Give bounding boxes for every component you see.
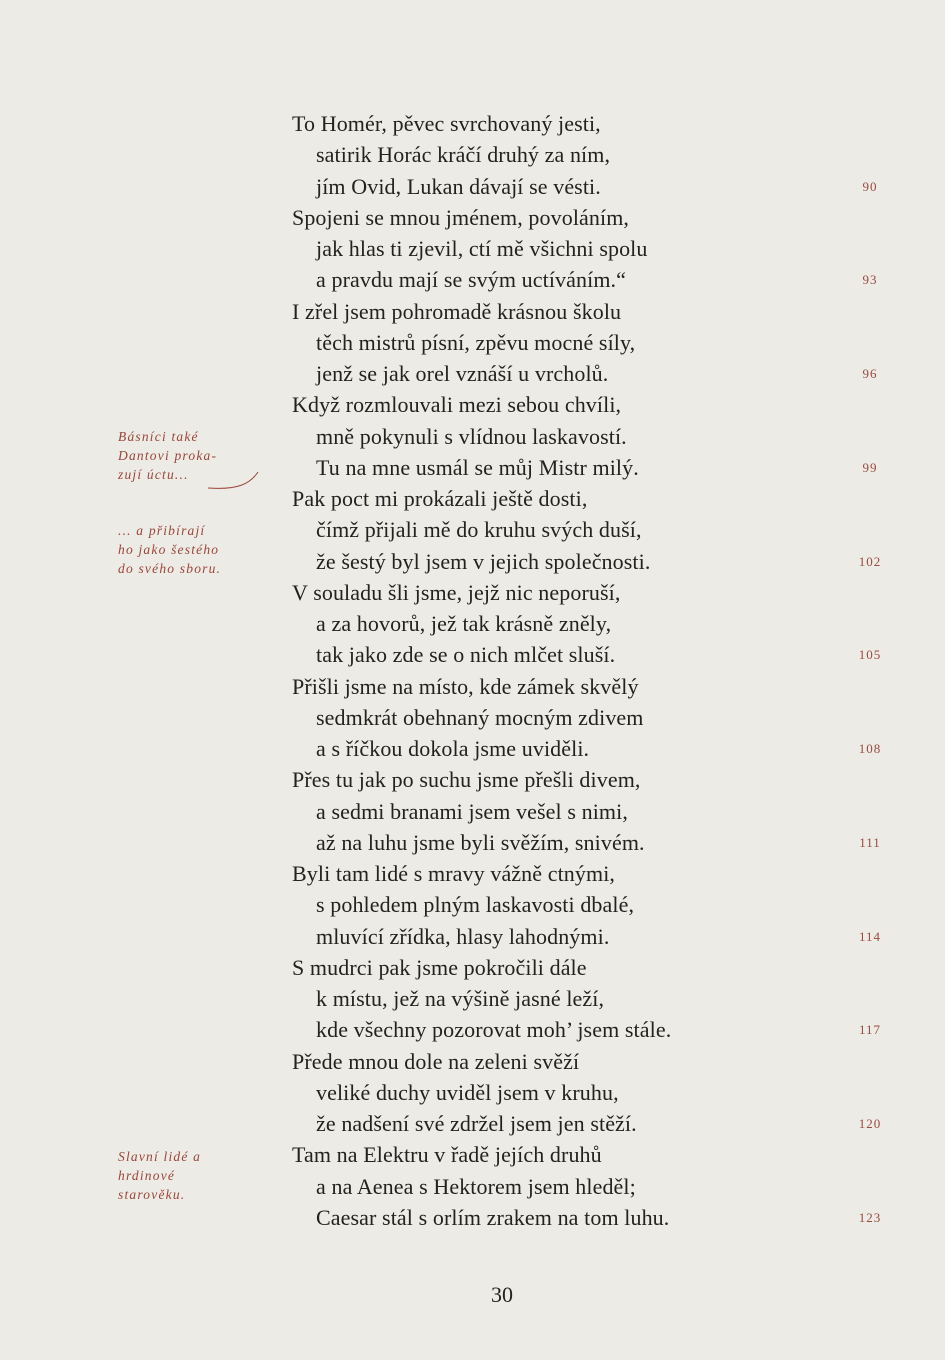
verse-line: I zřel jsem pohromadě krásnou školu [292,298,622,324]
verse-line: Pak poct mi prokázali ještě dosti, [292,486,588,511]
verse-line: a s říčkou dokola jsme uviděli. [316,736,590,761]
verse-line: Přede mnou dole na zeleni svěží [292,1048,580,1074]
verse-line: tak jako zde se o nich mlčet sluší. [316,642,616,668]
line-number: 105 [858,647,882,663]
verse-line: jím Ovid, Lukan dávají se vésti. [316,173,601,199]
verse-line: těch mistrů písní, zpěvu mocné síly, [316,329,636,355]
verse-line: a pravdu mají se svým uctíváním.“ [316,267,626,293]
gloss-line: starověku. [118,1187,186,1202]
verse-line: Spojeni se mnou jménem, povoláním, [292,204,630,230]
line-number: 114 [858,928,882,944]
gloss-line: hrdinové [118,1168,176,1183]
gloss-line: ... a přibírají [118,523,206,538]
line-number: 93 [862,272,878,288]
line-number: 123 [858,1209,882,1225]
verse-line: k místu, jež na výšině jasné leží, [316,986,605,1011]
line-number: 99 [862,459,878,475]
verse-line: S mudrci pak jsme pokročili dále [292,954,587,980]
line-number: 117 [858,1022,882,1038]
line-number: 120 [858,1116,882,1131]
gloss-line: Básníci také [118,429,199,444]
page-number: 30 [491,1282,513,1307]
verse-line: a sedmi branami jsem vešel s nimi, [316,798,628,824]
verse-line: mně pokynuli s vlídnou laskavostí. [316,423,627,449]
verse-line: mluvící zřídka, hlasy lahodnými. [316,923,610,949]
gloss-line: do svého sboru. [118,561,222,576]
marginal-gloss-heroes [118,1147,278,1204]
gloss-flourish-icon [200,470,270,500]
verse-line: kde všechny pozorovat moh’ jsem stále. [316,1017,672,1043]
verse-line: s pohledem plným laskavosti dbalé, [316,892,635,918]
verse-line: Byli tam lidé s mravy vážně ctnými, [292,861,616,886]
line-number: 90 [862,178,878,194]
marginal-gloss-sixth [118,521,278,578]
verse-line: čímž přijali mě do kruhu svých duší, [316,517,642,543]
verse-line: Přišli jsme na místo, kde zámek skvělý [292,673,639,699]
verse-line: jak hlas ti zjevil, ctí mě všichni spolu [316,236,648,261]
verse-line: a za hovorů, jež tak krásně zněly, [316,611,612,636]
verse-line: To Homér, pěvec svrchovaný jesti, [292,111,601,136]
gloss-line: Slavní lidé a [118,1149,202,1164]
verse-line: Tu na mne usmál se můj Mistr milý. [316,454,639,480]
verse-line: až na luhu jsme byli svěžím, snivém. [316,829,645,855]
verse-line: Když rozmlouvali mezi sebou chvíli, [292,392,622,418]
verse-line: jenž se jak orel vznáší u vrcholů. [316,361,609,386]
line-number: 108 [858,741,882,756]
verse-line: satirik Horác kráčí druhý za ním, [316,142,611,168]
gloss-line: ho jako šestého [118,542,220,557]
line-number: 96 [862,366,878,381]
verse-line: Caesar stál s orlím zrakem na tom luhu. [316,1204,670,1230]
gloss-line: zují úctu... [118,467,189,482]
verse-line: že nadšení své zdržel jsem jen stěží. [316,1111,637,1136]
verse-line: a na Aenea s Hektorem jsem hleděl; [316,1173,636,1199]
line-number: 102 [858,553,882,569]
verse-line: veliké duchy uviděl jsem v kruhu, [316,1079,619,1105]
verse-line: Přes tu jak po suchu jsme přešli divem, [292,767,641,793]
gloss-line: Dantovi proka- [118,448,218,463]
verse-line: sedmkrát obehnaný mocným zdivem [316,704,644,730]
verse-line: že šestý byl jsem v jejich společnosti. [316,548,651,574]
verse-line: V souladu šli jsme, jejž nic neporuší, [292,579,621,605]
verse-line: Tam na Elektru v řadě jejích druhů [292,1142,602,1168]
line-number: 111 [859,834,881,850]
